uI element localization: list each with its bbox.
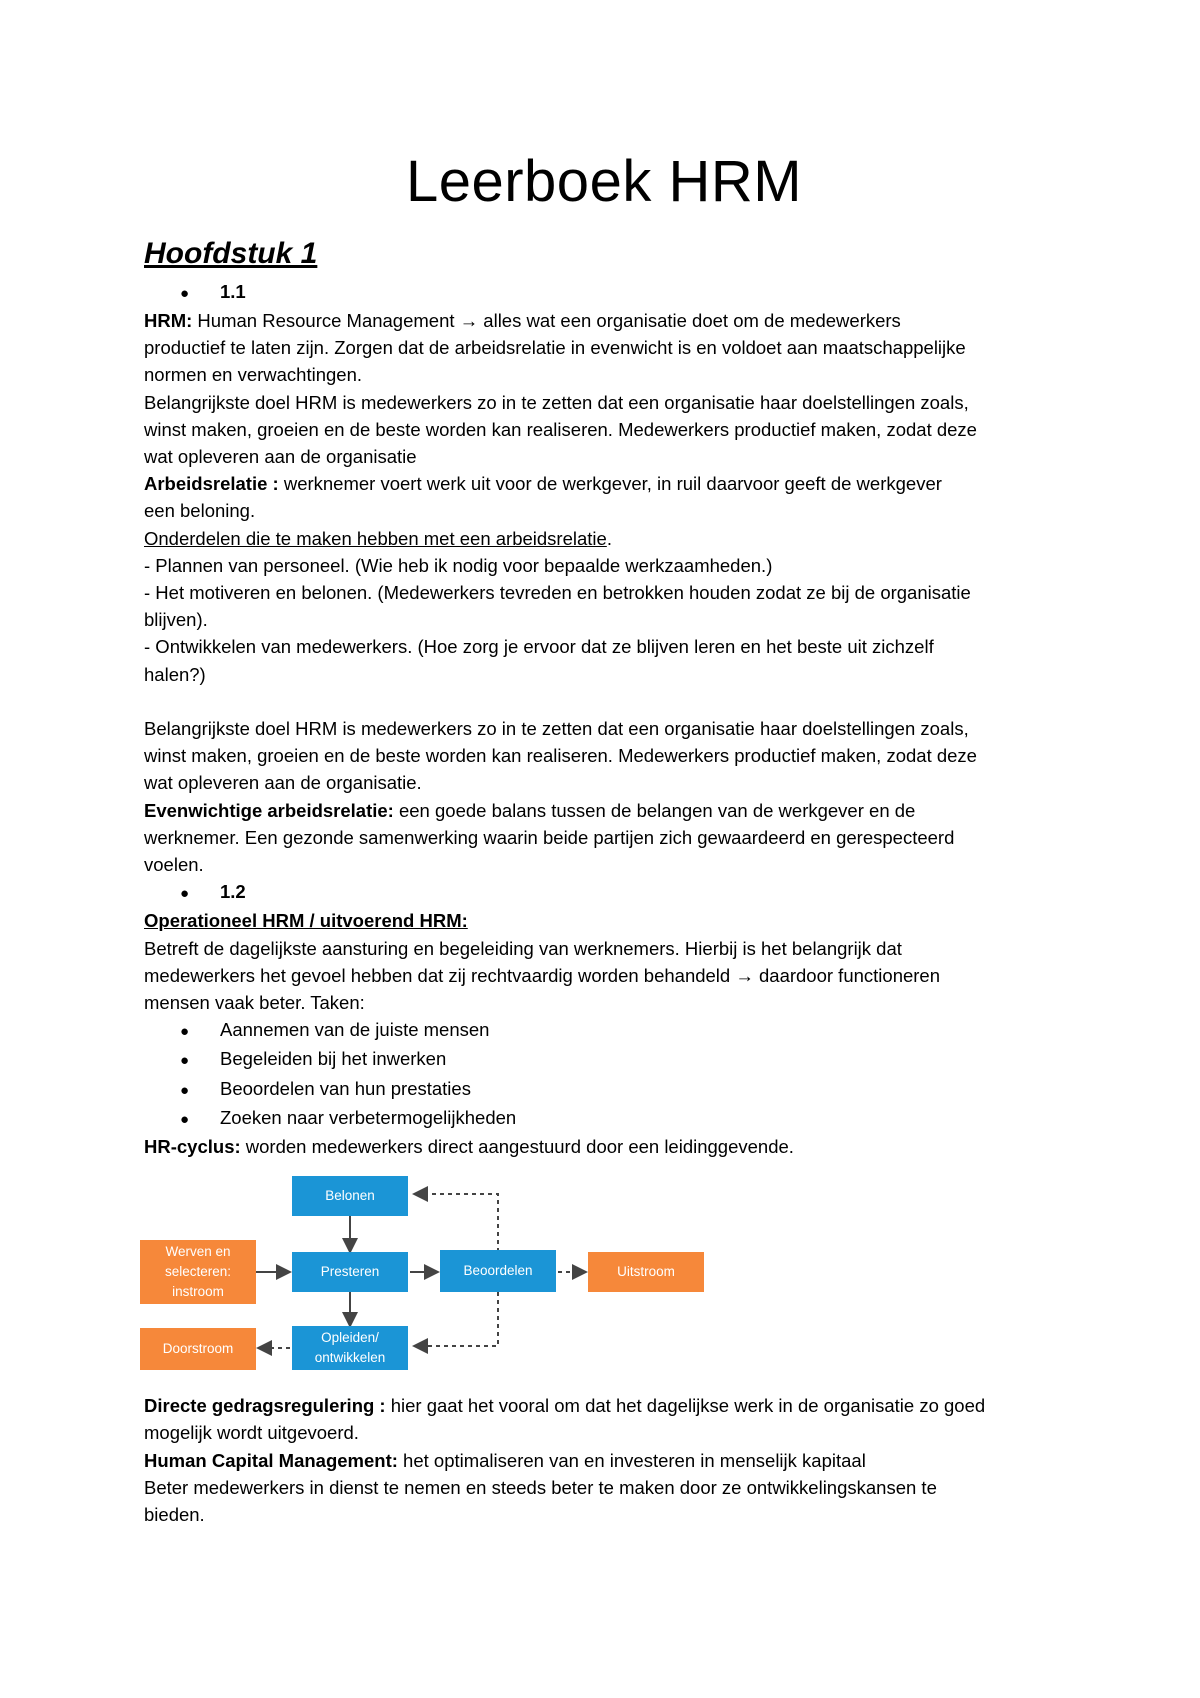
hr-cycle-diagram <box>140 1164 1060 1386</box>
paragraph-line: werknemer. Een gezonde samenwerking waarin beide partijen zich gewaardeerd en gerespecteerd <box>144 826 955 848</box>
node-werven <box>140 1240 256 1304</box>
list-item-continued: halen?) <box>144 663 206 685</box>
term-label: Directe gedragsregulering : <box>144 1395 386 1417</box>
task-item <box>144 1104 1064 1133</box>
node-label: Werven en <box>165 1244 231 1260</box>
section-bullet-1-1 <box>144 278 1064 307</box>
bullet-icon: ● <box>180 1052 190 1070</box>
paragraph-line: Belangrijkste doel HRM is medewerkers zo in te zetten dat een organisatie haar doelstellingen zoals, <box>144 391 969 413</box>
paragraph-line: bieden. <box>144 1504 205 1526</box>
document-body <box>144 278 1064 1529</box>
task-text: Zoeken naar verbetermogelijkheden <box>220 1106 517 1128</box>
term-label: Human Capital Management: <box>144 1449 398 1471</box>
section-number: 1.2 <box>220 881 246 903</box>
list-item: - Het motiveren en belonen. (Medewerkers tevreden en betrokken houden zodat ze bij de organisatie <box>144 582 971 604</box>
paragraph-line <box>144 797 1064 824</box>
subheading: Operationeel HRM / uitvoerend HRM: <box>144 910 468 932</box>
node-label: Doorstroom <box>162 1341 234 1357</box>
paragraph-line: wat opleveren aan de organisatie <box>144 446 417 468</box>
paragraph-line: voelen. <box>144 854 204 876</box>
chapter-heading: Hoofdstuk 1 <box>144 236 318 270</box>
node-opleiden <box>292 1326 408 1370</box>
task-item <box>144 1045 1064 1074</box>
task-text: Beoordelen van hun prestaties <box>220 1077 471 1099</box>
paragraph-line <box>144 470 1064 497</box>
subheading: Onderdelen die te maken hebben met een arbeidsrelatie <box>144 527 607 549</box>
paragraph-line: wat opleveren aan de organisatie. <box>144 772 422 794</box>
document-page <box>144 150 1064 1528</box>
list-item: - Plannen van personeel. (Wie heb ik nodig voor bepaalde werkzaamheden.) <box>144 554 773 576</box>
bullet-icon: ● <box>180 1081 190 1099</box>
paragraph-line <box>144 307 1064 334</box>
paragraph-line: Beter medewerkers in dienst te nemen en steeds beter te maken door ze ontwikkelingskansen te <box>144 1476 937 1498</box>
definition-text: hier gaat het vooral om dat het dagelijkse werk in de organisatie zo goed <box>385 1395 986 1417</box>
paragraph-line: Belangrijkste doel HRM is medewerkers zo in te zetten dat een organisatie haar doelstellingen zoals, <box>144 718 969 740</box>
section-number: 1.1 <box>220 280 246 302</box>
document-title: Leerboek HRM <box>405 149 803 214</box>
paragraph-line <box>144 907 1064 934</box>
node-doorstroom <box>140 1328 256 1370</box>
node-label: Opleiden/ <box>321 1330 379 1346</box>
definition-text: Human Resource Management → alles wat een organisatie doet om de medewerkers <box>192 310 901 331</box>
paragraph-line <box>144 525 1064 552</box>
node-label: Beoordelen <box>463 1263 533 1279</box>
paragraph-line: een beloning. <box>144 500 256 522</box>
bullet-icon: ● <box>180 1023 190 1041</box>
paragraph-line: Betreft de dagelijkste aansturing en begeleiding van werknemers. Hierbij is het belangrijk dat <box>144 937 902 959</box>
definition-text: het optimaliseren van en investeren in menselijk kapitaal <box>397 1449 866 1471</box>
node-label: ontwikkelen <box>314 1350 386 1366</box>
term-label: Evenwichtige arbeidsrelatie: <box>144 799 394 821</box>
task-item <box>144 1016 1064 1045</box>
task-text: Aannemen van de juiste mensen <box>220 1019 490 1041</box>
list-item: - Ontwikkelen van medewerkers. (Hoe zorg je ervoor dat ze blijven leren en het beste uit zichzelf <box>144 636 934 658</box>
bullet-icon: ● <box>180 284 190 302</box>
definition-text: werknemer voert werk uit voor de werkgever, in ruil daarvoor geeft de werkgever <box>278 473 942 495</box>
paragraph-line: mensen vaak beter. Taken: <box>144 992 365 1014</box>
paragraph-line <box>144 1447 1064 1474</box>
paragraph-line: winst maken, groeien en de beste worden kan realiseren. Medewerkers productief maken, zodat deze <box>144 418 977 440</box>
list-item-continued: blijven). <box>144 609 208 631</box>
task-text: Begeleiden bij het inwerken <box>220 1048 447 1070</box>
definition-text: een goede balans tussen de belangen van de werkgever en de <box>393 799 916 821</box>
bullet-icon: ● <box>180 1110 190 1128</box>
paragraph-line: winst maken, groeien en de beste worden kan realiseren. Medewerkers productief maken, zodat deze <box>144 745 977 767</box>
node-uitstroom <box>588 1252 704 1292</box>
term-label: Arbeidsrelatie : <box>144 473 279 495</box>
node-label: Belonen <box>325 1188 375 1204</box>
node-label: Presteren <box>320 1264 380 1280</box>
bullet-icon: ● <box>180 885 190 903</box>
node-label: instroom <box>172 1284 224 1300</box>
node-belonen <box>292 1176 408 1216</box>
task-item <box>144 1075 1064 1104</box>
node-label: selecteren: <box>164 1264 232 1280</box>
paragraph-line <box>144 1133 1064 1160</box>
punctuation: . <box>606 527 612 549</box>
node-label: Uitstroom <box>617 1264 675 1280</box>
paragraph-line <box>144 1392 1064 1419</box>
term-label: HRM: <box>144 310 193 331</box>
arrow-beoordelen-opleiden <box>414 1292 498 1346</box>
arrow-beoordelen-belonen <box>414 1194 498 1252</box>
node-beoordelen <box>440 1250 556 1292</box>
paragraph-line: mogelijk wordt uitgevoerd. <box>144 1422 359 1444</box>
section-bullet-1-2 <box>144 878 1064 907</box>
paragraph-line: normen en verwachtingen. <box>144 364 363 386</box>
paragraph-line: medewerkers het gevoel hebben dat zij rechtvaardig worden behandeld → daardoor functioneren <box>144 964 941 986</box>
definition-text: worden medewerkers direct aangestuurd door een leidinggevende. <box>240 1136 794 1158</box>
blank-line <box>144 688 1064 715</box>
paragraph-line: productief te laten zijn. Zorgen dat de arbeidsrelatie in evenwicht is en voldoet aan maatschappelijke <box>144 337 966 359</box>
term-label: HR-cyclus: <box>144 1136 241 1158</box>
node-presteren <box>292 1252 408 1292</box>
